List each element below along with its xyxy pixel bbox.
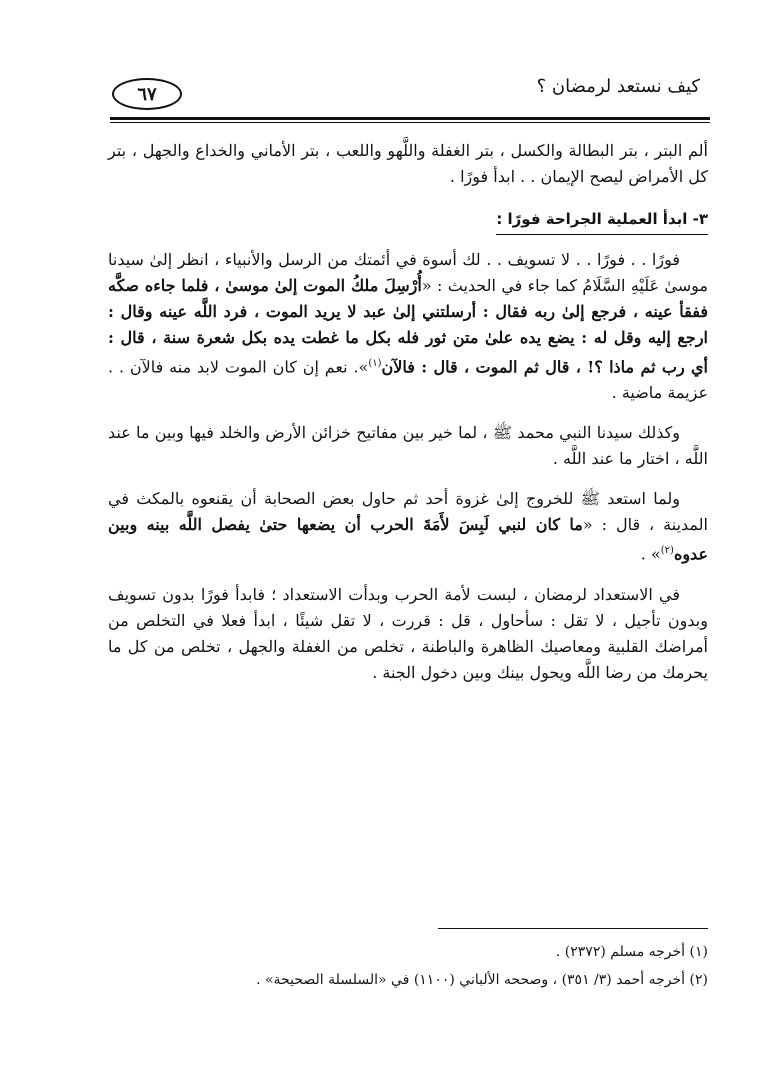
footnote-ref-2[interactable]: (٢): [660, 545, 674, 557]
body-text: [108, 138, 708, 700]
page-number-oval: [112, 78, 182, 110]
paragraph-5: في الاستعداد لرمضان ، لبست لأمة الحرب وبدأت الاستعداد ؛ فابدأ فورًا بدون تسويف وبدون تأجيل ، لا تقل : سأحاول ، قل : قررت ، لا تقل شيئًا ، ابدأ فعلا في التخلص من أمراضك القلبية ومعاصيك الظاهرة والباطنة ، تخلص من الغفلة والجهل ، تخلص من كل ما يحرمك من رضا اللَّه ويحول بينك وبين دخول الجنة .: [108, 584, 708, 682]
paragraph-3: وكذلك سيدنا النبي محمد ﷺ ، لما خير بين مفاتيح خزائن الأرض والخلد فيها وبين ما عند اللَّه ، اختار ما عند اللَّه .: [108, 423, 708, 469]
footnote-ref-1[interactable]: (١): [368, 358, 382, 369]
hadith-quote-1: أُرْسِلَ ملكُ الموت إلىٰ موسىٰ ، فلما جاءه صكَّه ففقأ عينه ، فرجع إلىٰ ربه فقال : أرسلتني إلىٰ عبد لا يريد الموت ، فرد اللَّه عينه وقال : ارجع إليه وقل له : يضع يده علىٰ متن ثور فله بكل ما غطت يده بكل شعرة سنة ، قال : أي رب ثم ماذا ؟! ، قال ثم الموت ، قال : فالآن: [108, 276, 709, 377]
footnotes: [108, 938, 708, 994]
footnote-separator: [438, 928, 708, 929]
hadith-quote-2: ما كان لنبي لَبِسَ لأَمَةَ الحرب أن يضعها حتىٰ يفصل اللَّه بينه وبين عدوه: [108, 515, 708, 564]
paragraph-4: [108, 486, 708, 567]
header-rule-thick: [110, 117, 710, 120]
footnote-2: (٢) أخرجه أحمد (٣/ ٣٥١) ، وصححه الألباني (١١٠٠) في «السلسلة الصحيحة» .: [256, 972, 708, 988]
section-heading-wrap: [108, 204, 708, 247]
paragraph-1: ألم البتر ، بتر البطالة والكسل ، بتر الغفلة واللَّهو واللعب ، بتر الأماني والخداع والجهل ، بتر كل الأمراض ليصح الإيمان . . ابدأ فورًا .: [108, 141, 709, 186]
paragraph-2-outro: ». نعم إن كان الموت لابد منه فالآن . . عزيمة ماضية .: [108, 357, 708, 403]
page-number: ٦٧: [137, 83, 157, 105]
paragraph-4-intro: ولما استعد ﷺ للخروج إلىٰ غزوة أحد ثم حاول بعض الصحابة أن يقنعوه بالمكث في المدينة ، قال : «: [108, 489, 709, 535]
paragraph-4-outro: » .: [640, 544, 661, 564]
footnote-1: (١) أخرجه مسلم (٢٣٧٢) .: [555, 944, 708, 960]
header-rule-thin: [110, 122, 710, 123]
section-heading: ٣- ابدأ العملية الجراحة فورًا :: [496, 206, 708, 235]
running-header-title: كيف نستعد لرمضان ؟: [536, 76, 700, 97]
paragraph-2: [108, 247, 708, 406]
paragraph-2-intro: فورًا . . فورًا . . لا تسويف . . لك أسوة في أئمتك من الرسل والأنبياء ، انظر إلىٰ سيدنا موسىٰ عَلَيْهِ السَّلَامُ كما جاء في الحديث : «: [108, 250, 708, 295]
